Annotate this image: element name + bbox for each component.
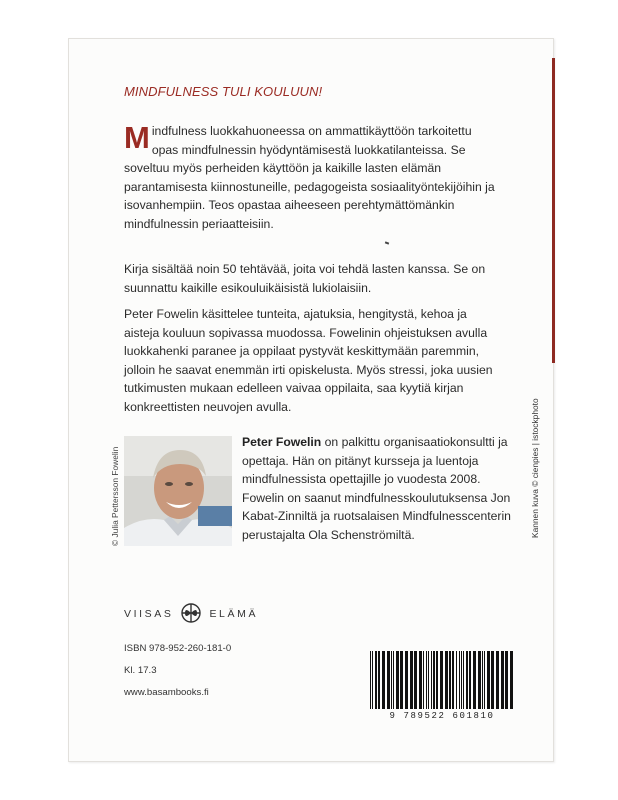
drop-cap: M xyxy=(124,120,150,155)
brand-logo-icon xyxy=(181,603,201,626)
barcode-number: 9 789522 601810 xyxy=(389,711,495,721)
barcode xyxy=(366,651,518,709)
paragraph-exercises: Kirja sisältää noin 50 tehtävää, joita voi tehdä lasten kanssa. Se on suunnattu kaikille esikouluikäisistä lukiolaisiin. xyxy=(124,262,486,295)
author-bio xyxy=(242,433,512,544)
author-name: Peter Fowelin xyxy=(242,435,322,449)
intro-paragraph xyxy=(124,122,496,233)
cover-spine-edge xyxy=(552,58,555,363)
classification-text: Kl. 17.3 xyxy=(124,665,157,676)
brand-right-text: ELÄMÄ xyxy=(209,608,259,620)
intro-text: indfulness luokkahuoneessa on ammattikäyttöön tarkoitettu opas mindfulnessin hyödyntämisestä luokkatilanteissa. Se soveltuu myös perheiden käyttöön ja kaikille lasten elämän parantamisesta kiinnostuneille, pedagogeista sosiaalityöntekijöihin ja isovanhempiin. Teos opastaa aiheeseen perehtymättömänkin mindfulnessin periaatteisiin. xyxy=(124,124,495,231)
cover-heading: MINDFULNESS TULI KOULUUN! xyxy=(124,84,323,99)
isbn-text: ISBN 978-952-260-181-0 xyxy=(124,643,232,654)
paragraph-description: Peter Fowelin käsittelee tunteita, ajatuksia, hengitystä, kehoa ja aisteja kouluun sopivassa muodossa. Fowelinin ohjeistuksen avulla luokkahenki paranee ja oppilaat pystyvät keskittymään paremmin, jolloin he saavat enemmän irti opiskelusta. Myös stressi, joka uusien tutkimusten mukaan edelleen vaivaa oppilaita, saa kyytiä kirjan konkreettisten neuvojen avulla. xyxy=(124,307,493,414)
photo-credit: © Julia Pettersson Fowelin xyxy=(110,446,120,546)
brand-left-text: VIISAS xyxy=(124,608,174,620)
author-bio-text: on palkittu organisaatiokonsultti ja opettaja. Hän on pitänyt kursseja ja luentoja mindfulnessista opettajille jo vuodesta 2008. Fowelin on saanut mindfulnesskoulutuksensa Jon Kabat-Zinniltä ja ruotsalaisen Mindfulnesscenterin perustajalta Ola Schenströmiltä. xyxy=(242,435,511,542)
publisher-brand xyxy=(124,603,258,625)
website-link[interactable]: www.basambooks.fi xyxy=(124,687,209,698)
author-photo xyxy=(124,436,232,546)
cover-image-credit: Kannen kuva © cienpies | istockphoto xyxy=(530,398,540,538)
